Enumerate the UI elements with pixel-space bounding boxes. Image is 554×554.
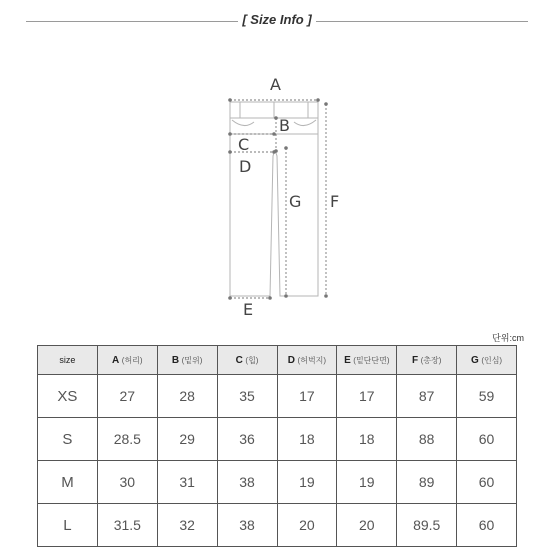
column-description: (허벅지) bbox=[297, 355, 327, 365]
measurement-cell: 17 bbox=[337, 375, 397, 418]
column-key: F bbox=[411, 354, 419, 366]
measurement-cell: 29 bbox=[157, 418, 217, 461]
measurement-cell: 17 bbox=[277, 375, 337, 418]
measurement-cell: 38 bbox=[217, 461, 277, 504]
column-key: E bbox=[344, 354, 351, 366]
table-row bbox=[38, 504, 517, 547]
column-header-c bbox=[217, 346, 277, 375]
pants-outline-illustration bbox=[210, 72, 350, 322]
column-description: (허리) bbox=[121, 355, 143, 365]
measurement-cell: 20 bbox=[277, 504, 337, 547]
unit-note: 단위:cm bbox=[492, 333, 524, 343]
measurement-cell: 30 bbox=[97, 461, 157, 504]
column-header-f bbox=[397, 346, 457, 375]
measurement-cell: 27 bbox=[97, 375, 157, 418]
measurement-cell: 89.5 bbox=[397, 504, 457, 547]
diagram-label-d: D bbox=[239, 157, 252, 176]
header-divider-right bbox=[316, 21, 528, 22]
measurement-cell: 59 bbox=[457, 375, 517, 418]
diagram-label-f: F bbox=[330, 192, 340, 211]
diagram-label-c: C bbox=[238, 135, 250, 154]
size-label-cell: M bbox=[38, 461, 98, 504]
measurement-cell: 19 bbox=[277, 461, 337, 504]
size-label-cell: S bbox=[38, 418, 98, 461]
measurement-cell: 87 bbox=[397, 375, 457, 418]
column-description: (힙) bbox=[245, 355, 259, 365]
diagram-label-e: E bbox=[243, 300, 254, 319]
measurement-cell: 32 bbox=[157, 504, 217, 547]
column-key: G bbox=[471, 354, 479, 366]
measurement-cell: 38 bbox=[217, 504, 277, 547]
size-chart-table bbox=[37, 345, 517, 547]
table-header-row bbox=[38, 346, 517, 375]
table-body bbox=[38, 375, 517, 547]
column-description: (인심) bbox=[481, 355, 503, 365]
measurement-cell: 20 bbox=[337, 504, 397, 547]
pants-measurement-diagram bbox=[210, 72, 350, 322]
measurement-cell: 31 bbox=[157, 461, 217, 504]
table-row bbox=[38, 375, 517, 418]
column-key: B bbox=[171, 354, 180, 366]
column-description: (밑위) bbox=[181, 355, 203, 365]
measurement-cell: 28 bbox=[157, 375, 217, 418]
table-row bbox=[38, 461, 517, 504]
column-header-b bbox=[157, 346, 217, 375]
measurement-cell: 18 bbox=[277, 418, 337, 461]
section-title: [ Size Info ] bbox=[242, 12, 312, 27]
diagram-label-a: A bbox=[270, 75, 281, 94]
column-header-size: size bbox=[38, 346, 98, 375]
measurement-cell: 60 bbox=[457, 504, 517, 547]
column-description: (총장) bbox=[420, 355, 442, 365]
column-header-a bbox=[97, 346, 157, 375]
diagram-label-b: B bbox=[279, 116, 290, 135]
column-header-d bbox=[277, 346, 337, 375]
measurement-cell: 18 bbox=[337, 418, 397, 461]
column-header-g bbox=[457, 346, 517, 375]
size-info-header bbox=[26, 10, 528, 32]
table-row bbox=[38, 418, 517, 461]
measurement-cell: 60 bbox=[457, 461, 517, 504]
diagram-label-g: G bbox=[289, 192, 302, 211]
column-key: A bbox=[112, 354, 120, 366]
measurement-cell: 88 bbox=[397, 418, 457, 461]
measurement-cell: 28.5 bbox=[97, 418, 157, 461]
measurement-cell: 36 bbox=[217, 418, 277, 461]
measurement-cell: 35 bbox=[217, 375, 277, 418]
measurement-cell: 60 bbox=[457, 418, 517, 461]
column-description: (밑단단면) bbox=[353, 355, 390, 365]
size-label-cell: L bbox=[38, 504, 98, 547]
measurement-cell: 31.5 bbox=[97, 504, 157, 547]
measurement-cell: 19 bbox=[337, 461, 397, 504]
size-label-cell: XS bbox=[38, 375, 98, 418]
column-key: D bbox=[287, 354, 296, 366]
measurement-cell: 89 bbox=[397, 461, 457, 504]
column-header-e bbox=[337, 346, 397, 375]
column-key: C bbox=[235, 354, 243, 366]
